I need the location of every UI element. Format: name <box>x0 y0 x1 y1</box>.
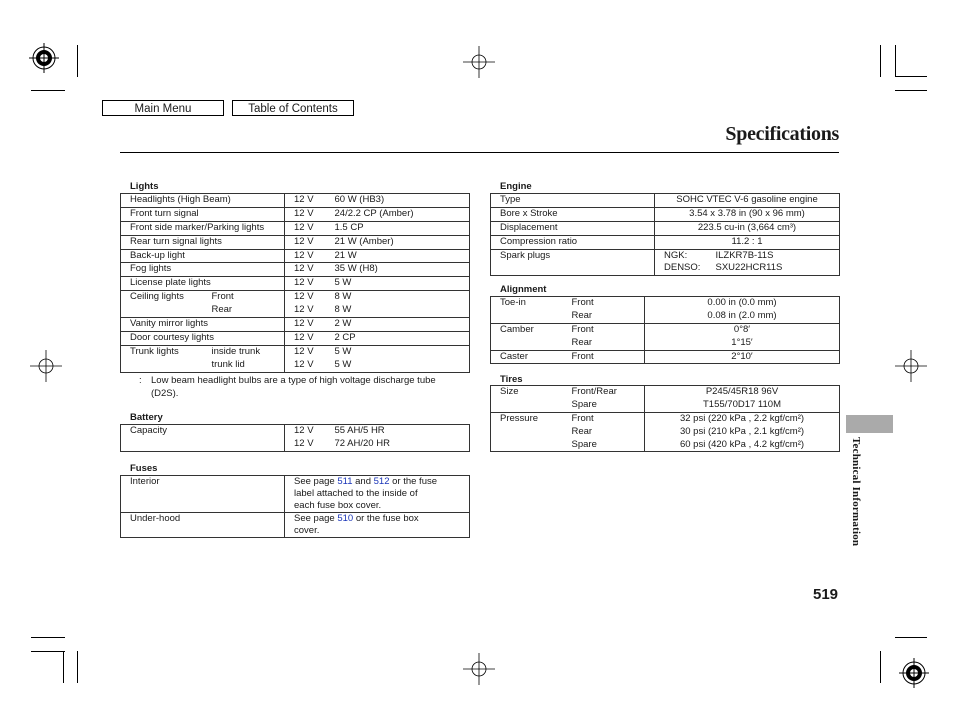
text: or the fuse <box>389 476 438 487</box>
engine-spec-label: Type <box>500 194 521 205</box>
battery-heading: Battery <box>130 412 163 423</box>
tire-label <box>491 399 563 412</box>
light-voltage: 12 V <box>285 331 326 345</box>
spark-plugs-label: Spark plugs <box>491 249 655 276</box>
alignment-position: Rear <box>571 336 593 348</box>
headlight-note: Low beam headlight bulbs are a type of high voltage discharge tube (D2S). <box>151 375 436 399</box>
engine-spec-value: 3.54 x 3.78 in (90 x 96 mm) <box>655 207 840 221</box>
light-voltage: 12 V <box>285 318 326 332</box>
registration-target-icon <box>29 43 59 73</box>
light-wattage: 21 W (Amber) <box>326 235 470 249</box>
light-name: Rear turn signal lights <box>121 235 285 249</box>
battery-capacity-label: Capacity <box>130 425 167 436</box>
table-row <box>121 331 470 345</box>
tire-label <box>491 426 563 439</box>
spark-plug-brand: DENSO: <box>655 262 707 275</box>
page-title: Specifications <box>725 123 839 145</box>
table-row <box>491 386 840 399</box>
fuses-heading: Fuses <box>130 463 158 474</box>
table-row <box>121 194 470 208</box>
light-name: Ceiling lights <box>121 291 203 304</box>
light-position: trunk lid <box>211 358 245 370</box>
tire-value: P245/45R18 96V <box>645 386 840 399</box>
page-512-link[interactable]: 512 <box>373 476 390 487</box>
light-voltage: 12 V <box>285 207 326 221</box>
light-name <box>121 359 203 372</box>
light-voltage: 12 V <box>285 304 326 317</box>
light-name: License plate lights <box>121 277 285 291</box>
table-row <box>491 399 840 412</box>
battery-rating: 72 AH/20 HR <box>334 437 390 449</box>
text: label attached to the inside of <box>294 488 418 499</box>
page-511-link[interactable]: 511 <box>337 476 353 487</box>
tire-position: Front <box>563 412 645 425</box>
light-wattage: 8 W <box>334 304 352 316</box>
table-row <box>121 207 470 221</box>
alignment-position: Front <box>563 323 645 336</box>
light-voltage: 12 V <box>285 235 326 249</box>
tire-label: Pressure <box>491 412 563 425</box>
table-row <box>491 207 840 221</box>
text: and <box>352 476 374 487</box>
battery-table <box>120 424 470 452</box>
table-row <box>121 304 470 317</box>
battery-rating: 55 AH/5 HR <box>334 425 385 436</box>
table-row <box>121 235 470 249</box>
light-voltage: 12 V <box>285 249 326 263</box>
tire-position: Rear <box>571 425 593 437</box>
page-number: 519 <box>813 586 839 603</box>
light-voltage: 12 V <box>285 194 326 208</box>
engine-spec-label: Displacement <box>491 221 655 235</box>
section-tab[interactable] <box>846 415 893 433</box>
light-name: Door courtesy lights <box>121 331 285 345</box>
table-row <box>121 277 470 291</box>
light-position: Rear <box>211 304 233 316</box>
table-row <box>491 350 840 364</box>
spark-plug-brand: NGK: <box>655 249 707 262</box>
text: cover. <box>294 525 320 536</box>
registration-target-icon <box>899 658 929 688</box>
engine-spec-label: Bore x Stroke <box>491 207 655 221</box>
light-voltage: 12 V <box>285 291 326 304</box>
spark-plug-model: SXU22HCR11S <box>715 262 783 274</box>
note-mark: : <box>139 375 142 386</box>
alignment-position: Front <box>571 297 594 308</box>
fuses-table <box>120 475 470 538</box>
tires-table <box>490 385 840 452</box>
crosshair-icon <box>30 350 62 382</box>
fuse-interior-info <box>285 476 470 513</box>
alignment-position: Rear <box>571 309 593 321</box>
tire-position: Spare <box>571 438 597 450</box>
light-wattage: 2 CP <box>326 331 470 345</box>
table-row <box>491 426 840 439</box>
table-row <box>491 194 840 208</box>
spark-plug-model: ILZKR7B-11S <box>707 249 840 262</box>
title-divider <box>120 152 839 153</box>
engine-heading: Engine <box>500 181 532 192</box>
page-510-link[interactable]: 510 <box>337 513 354 524</box>
alignment-value: 0.00 in (0.0 mm) <box>645 297 840 310</box>
light-name: Fog lights <box>121 263 285 277</box>
table-row <box>491 249 840 262</box>
light-name: Headlights (High Beam) <box>130 194 231 205</box>
table-row <box>121 263 470 277</box>
light-wattage: 24/2.2 CP (Amber) <box>326 207 470 221</box>
engine-spec-value: 223.5 cu-in (3,664 cm³) <box>655 221 840 235</box>
alignment-label <box>491 337 563 350</box>
alignment-heading: Alignment <box>500 284 547 295</box>
light-name: Front turn signal <box>121 207 285 221</box>
table-row <box>121 221 470 235</box>
table-row <box>491 221 840 235</box>
light-wattage: 21 W <box>326 249 470 263</box>
alignment-table <box>490 296 840 364</box>
tire-label: Size <box>500 386 519 397</box>
engine-spec-value: 11.2 : 1 <box>655 235 840 249</box>
table-row <box>121 359 470 372</box>
text: See page <box>294 513 338 524</box>
table-row <box>491 323 840 336</box>
light-position: Front <box>203 291 285 304</box>
alignment-label: Camber <box>491 323 563 336</box>
crosshair-icon <box>463 46 495 78</box>
light-voltage: 12 V <box>285 345 326 358</box>
tire-value: 60 psi (420 kPa , 4.2 kgf/cm²) <box>645 439 840 452</box>
alignment-value: 0°8′ <box>645 323 840 336</box>
light-voltage: 12 V <box>285 263 326 277</box>
tire-position: Spare <box>571 398 597 410</box>
light-wattage: 1.5 CP <box>326 221 470 235</box>
alignment-value: 0.08 in (2.0 mm) <box>645 310 840 323</box>
table-row <box>491 337 840 350</box>
main-menu-button[interactable]: Main Menu <box>102 100 224 116</box>
tire-label <box>491 439 563 452</box>
alignment-label: Caster <box>491 350 563 364</box>
engine-table <box>490 193 840 276</box>
light-name: Trunk lights <box>121 345 203 358</box>
text: each fuse box cover. <box>294 500 382 511</box>
tire-value: 32 psi (220 kPa , 2.2 kgf/cm²) <box>645 412 840 425</box>
alignment-value: 2°10′ <box>645 350 840 364</box>
crosshair-icon <box>463 653 495 685</box>
fuse-interior-label: Interior <box>130 476 160 487</box>
technical-information-label: Technical Information <box>850 437 862 547</box>
table-row <box>121 249 470 263</box>
battery-voltage: 12 V <box>285 438 326 451</box>
alignment-label: Toe-in <box>500 297 526 308</box>
table-row <box>491 310 840 323</box>
tires-heading: Tires <box>500 374 523 385</box>
lights-heading: Lights <box>130 181 159 192</box>
light-name <box>121 304 203 317</box>
table-row <box>121 318 470 332</box>
tire-position: Front/Rear <box>571 386 617 397</box>
light-voltage: 12 V <box>285 221 326 235</box>
light-wattage: 5 W <box>326 345 470 358</box>
light-voltage: 12 V <box>285 277 326 291</box>
battery-voltage: 12 V <box>285 425 326 438</box>
text: See page <box>294 476 338 487</box>
alignment-position: Front <box>563 350 645 364</box>
table-row <box>491 439 840 452</box>
crosshair-icon <box>895 350 927 382</box>
alignment-value: 1°15′ <box>645 337 840 350</box>
light-voltage: 12 V <box>285 359 326 372</box>
table-row <box>491 297 840 310</box>
text: or the fuse box <box>353 513 419 524</box>
light-wattage: 5 W <box>326 277 470 291</box>
table-row <box>491 235 840 249</box>
engine-spec-label: Compression ratio <box>491 235 655 249</box>
table-row <box>121 345 470 358</box>
light-name: Vanity mirror lights <box>121 318 285 332</box>
lights-table <box>120 193 470 373</box>
tire-value: T155/70D17 110M <box>645 399 840 412</box>
light-wattage: 60 W (HB3) <box>334 194 385 205</box>
engine-spec-value: SOHC VTEC V-6 gasoline engine <box>655 194 840 208</box>
alignment-label <box>491 310 563 323</box>
light-wattage: 5 W <box>334 358 352 370</box>
light-name: Back-up light <box>121 249 285 263</box>
light-wattage: 8 W <box>326 291 470 304</box>
table-row <box>491 412 840 425</box>
light-position: inside trunk <box>203 345 285 358</box>
fuse-underhood-label: Under-hood <box>121 513 285 538</box>
light-wattage: 35 W (H8) <box>326 263 470 277</box>
light-name: Front side marker/Parking lights <box>121 221 285 235</box>
tire-value: 30 psi (210 kPa , 2.1 kgf/cm²) <box>645 426 840 439</box>
table-row <box>121 291 470 304</box>
fuse-underhood-info <box>285 513 470 538</box>
light-wattage: 2 W <box>326 318 470 332</box>
table-of-contents-button[interactable]: Table of Contents <box>232 100 354 116</box>
